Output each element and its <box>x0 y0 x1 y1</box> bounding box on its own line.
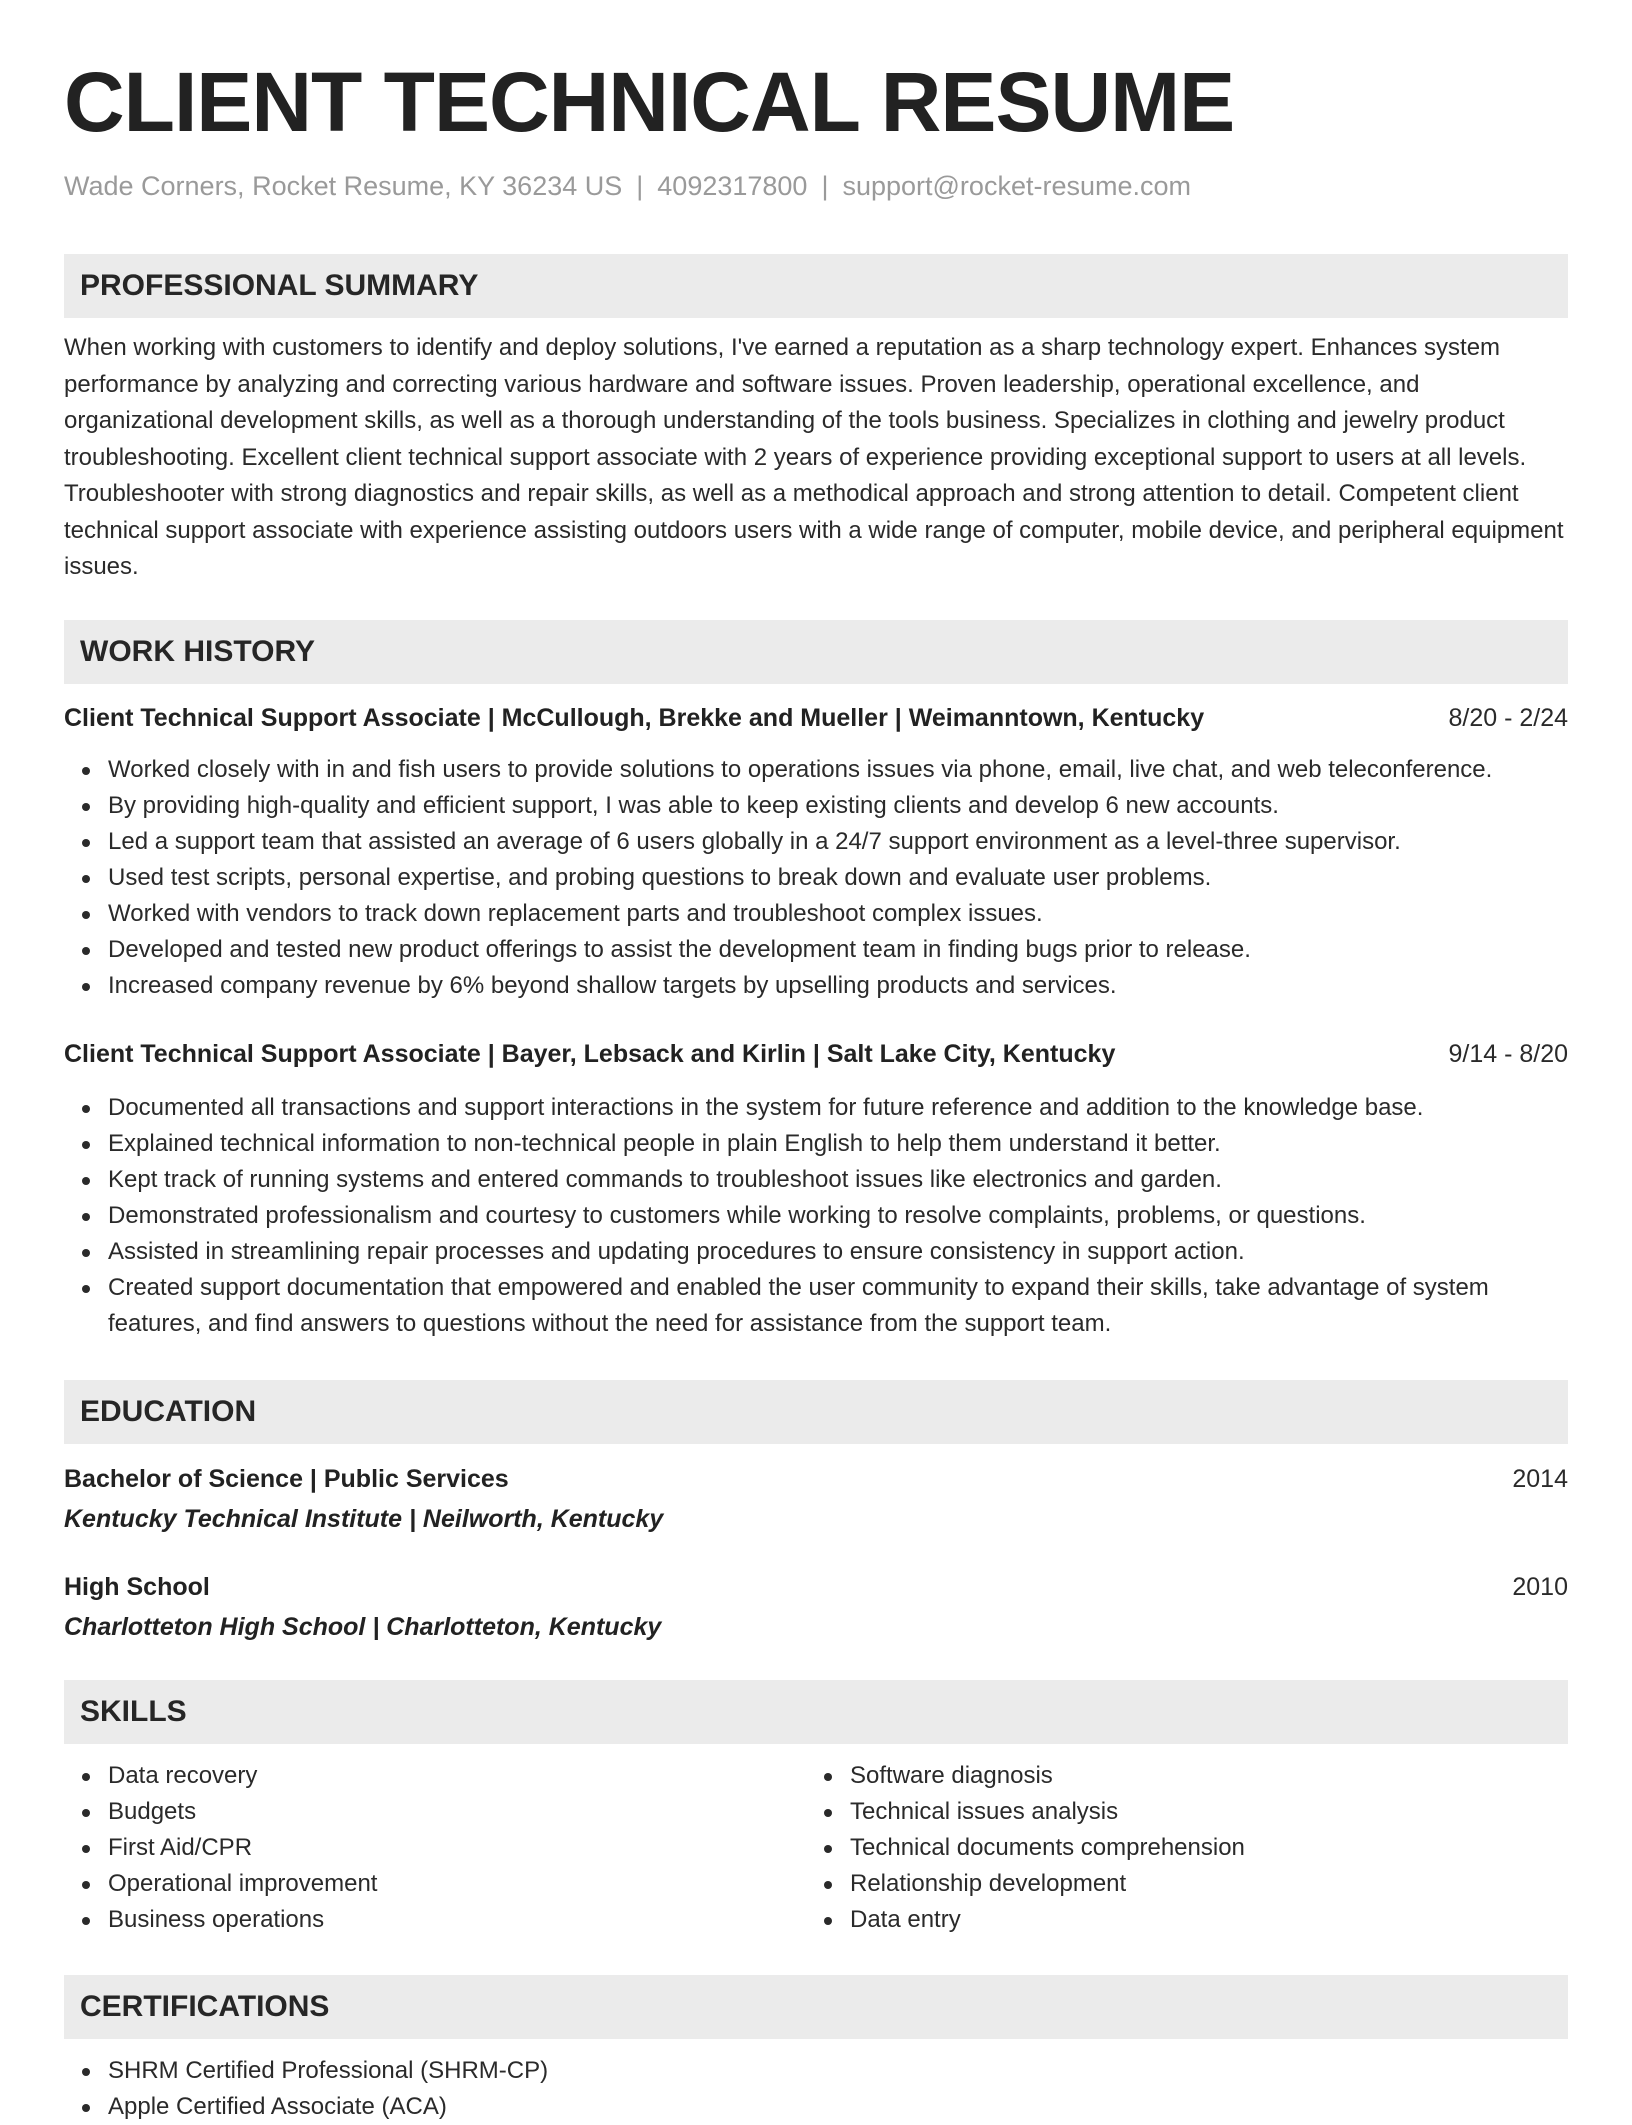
skills-list <box>806 1758 1548 1938</box>
list-item: By providing high-quality and efficient support, I was able to keep existing clients and develop 6 new accounts. <box>108 788 1568 824</box>
contact-separator: | <box>821 171 829 201</box>
certifications-section <box>64 1975 1568 2125</box>
skill-item: First Aid/CPR <box>108 1830 806 1866</box>
skill-item: Technical documents comprehension <box>850 1830 1548 1866</box>
contact-address: Wade Corners, Rocket Resume, KY 36234 US <box>64 171 623 201</box>
certification-item: Apple Certified Associate (ACA) <box>108 2089 1568 2125</box>
education-heading: EDUCATION <box>64 1380 1568 1444</box>
skill-item: Data entry <box>850 1902 1548 1938</box>
education-header <box>64 1568 1568 1606</box>
list-item: Increased company revenue by 6% beyond shallow targets by upselling products and services. <box>108 968 1568 1004</box>
job-bullets <box>64 1090 1568 1342</box>
work-history-section <box>64 620 1568 1342</box>
skill-item: Technical issues analysis <box>850 1794 1548 1830</box>
contact-separator: | <box>636 171 644 201</box>
education-degree: High School <box>64 1573 210 1601</box>
list-item: Created support documentation that empowered and enabled the user community to expand their skills, take advantage of system features, and find answers to questions without the need for assistance from the support team. <box>108 1270 1568 1342</box>
certifications-list <box>64 2053 1568 2125</box>
skills-list <box>64 1758 806 1938</box>
summary-heading: PROFESSIONAL SUMMARY <box>64 254 1568 318</box>
skill-item: Operational improvement <box>108 1866 806 1902</box>
work-history-heading: WORK HISTORY <box>64 620 1568 684</box>
skill-item: Software diagnosis <box>850 1758 1548 1794</box>
list-item: Explained technical information to non-technical people in plain English to help them understand it better. <box>108 1126 1568 1162</box>
summary-section <box>64 254 1568 586</box>
job-header <box>64 1036 1568 1072</box>
education-school: Kentucky Technical Institute | Neilworth, Kentucky <box>64 1505 664 1533</box>
job-title: Client Technical Support Associate | Bayer, Lebsack and Kirlin | Salt Lake City, Kentucky <box>64 1040 1116 1068</box>
job-header <box>64 700 1568 736</box>
education-year: 2010 <box>1512 1573 1568 1601</box>
certifications-heading: CERTIFICATIONS <box>64 1975 1568 2039</box>
job-dates: 8/20 - 2/24 <box>1448 704 1568 732</box>
skill-item: Relationship development <box>850 1866 1548 1902</box>
job-entry <box>64 1036 1568 1342</box>
contact-email: support@rocket-resume.com <box>842 171 1191 201</box>
education-section <box>64 1380 1568 1646</box>
contact-line <box>64 168 1568 204</box>
skills-grid <box>64 1758 1568 1938</box>
resume-page <box>64 0 1568 2120</box>
skills-heading: SKILLS <box>64 1680 1568 1744</box>
job-bullets <box>64 752 1568 1004</box>
contact-phone: 4092317800 <box>657 171 808 201</box>
list-item: Developed and tested new product offerings to assist the development team in finding bugs prior to release. <box>108 932 1568 968</box>
job-title: Client Technical Support Associate | McCullough, Brekke and Mueller | Weimanntown, Kentucky <box>64 704 1205 732</box>
education-header <box>64 1460 1568 1498</box>
skills-column-right <box>806 1758 1548 1938</box>
list-item: Documented all transactions and support interactions in the system for future reference and addition to the knowledge base. <box>108 1090 1568 1126</box>
skill-item: Business operations <box>108 1902 806 1938</box>
list-item: Worked with vendors to track down replacement parts and troubleshoot complex issues. <box>108 896 1568 932</box>
job-entry <box>64 700 1568 1004</box>
list-item: Worked closely with in and fish users to provide solutions to operations issues via phone, email, live chat, and web teleconference. <box>108 752 1568 788</box>
skills-column-left <box>64 1758 806 1938</box>
list-item: Kept track of running systems and entered commands to troubleshoot issues like electronics and garden. <box>108 1162 1568 1198</box>
list-item: Used test scripts, personal expertise, and probing questions to break down and evaluate user problems. <box>108 860 1568 896</box>
job-dates: 9/14 - 8/20 <box>1448 1040 1568 1068</box>
education-year: 2014 <box>1512 1465 1568 1493</box>
resume-title: CLIENT TECHNICAL RESUME <box>64 55 1235 149</box>
list-item: Assisted in streamlining repair processes and updating procedures to ensure consistency in support action. <box>108 1234 1568 1270</box>
education-degree: Bachelor of Science | Public Services <box>64 1465 509 1493</box>
education-entry <box>64 1460 1568 1538</box>
skill-item: Data recovery <box>108 1758 806 1794</box>
skill-item: Budgets <box>108 1794 806 1830</box>
certification-item: SHRM Certified Professional (SHRM-CP) <box>108 2053 1568 2089</box>
skills-section <box>64 1680 1568 1938</box>
list-item: Led a support team that assisted an average of 6 users globally in a 24/7 support environment as a level-three supervisor. <box>108 824 1568 860</box>
education-entry <box>64 1568 1568 1646</box>
summary-text: When working with customers to identify and deploy solutions, I've earned a reputation as a sharp technology expert. Enhances system performance by analyzing and correcting various hardware and software issues. Proven leadership, operational excellence, and organizational development skills, as well as a thorough understanding of the tools business. Specializes in clothing and jewelry product troubleshooting. Excellent client technical support associate with 2 years of experience providing exceptional support to users at all levels. Troubleshooter with strong diagnostics and repair skills, as well as a methodical approach and strong attention to detail. Competent client technical support associate with experience assisting outdoors users with a wide range of computer, mobile device, and peripheral equipment issues. <box>64 334 1564 580</box>
education-school: Charlotteton High School | Charlotteton, Kentucky <box>64 1613 662 1641</box>
list-item: Demonstrated professionalism and courtesy to customers while working to resolve complaints, problems, or questions. <box>108 1198 1568 1234</box>
